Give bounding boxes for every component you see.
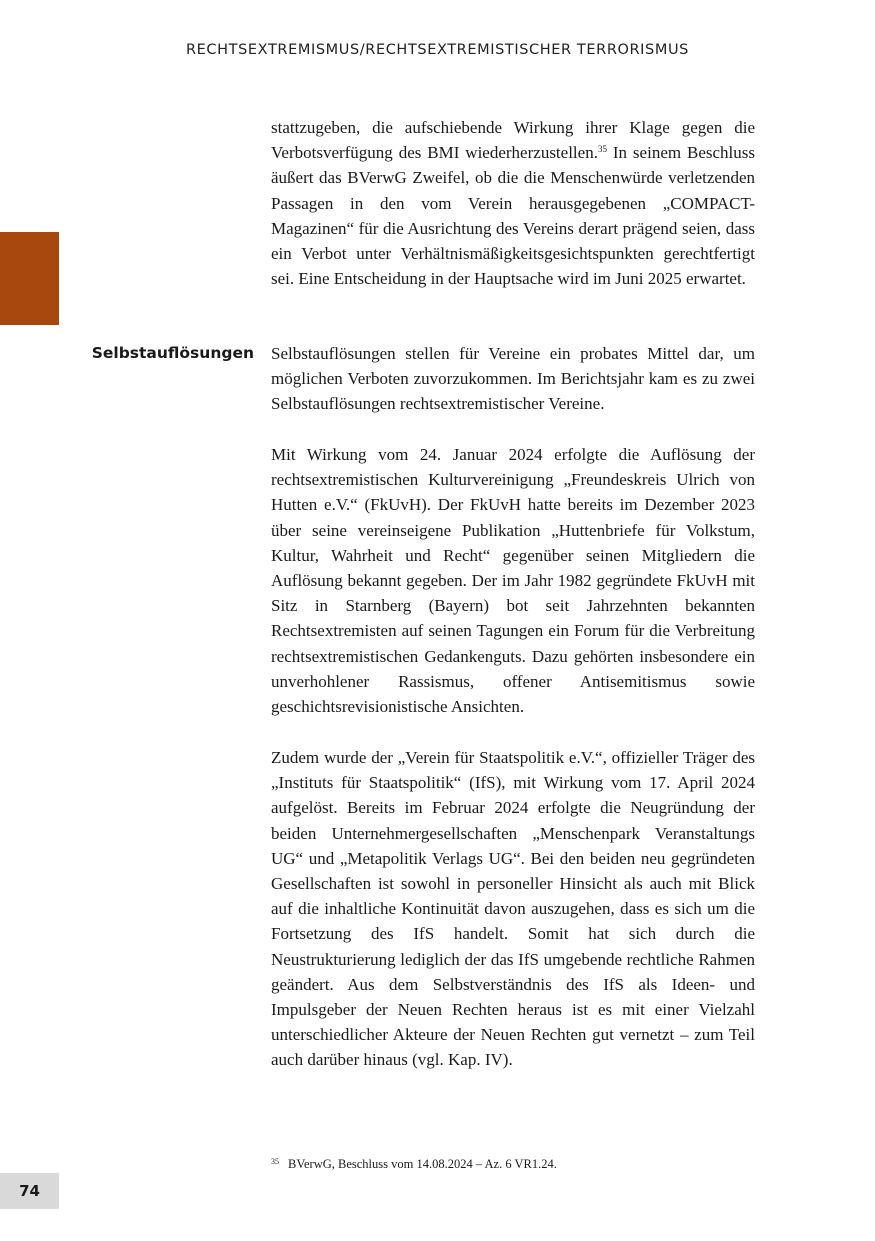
paragraph-text-continued: In seinem Beschluss äußert das BVerwG Zweifel, ob die die Menschenwürde verletzenden Passagen in den vom Verein herausgegebenen „COMPACT-Magazinen“ für die Ausrichtung des Vereins derart prägend seien, dass ein Verbot unter Verhältnismäßigkeitsgesichtspunkten gerechtfertigt sei. Eine Entscheidung in der Hauptsache wird im Juni 2025 erwartet.: [271, 143, 755, 289]
footnote-number: 35: [271, 1157, 279, 1166]
page-number: 74: [0, 1173, 59, 1209]
paragraph-intro: Selbstauflösungen stellen für Vereine ein probates Mittel dar, um möglichen Verboten zuvorzukommen. Im Berichtsjahr kam es zu zwei Selbstauflösungen rechtsextremistischer Vereine.: [271, 344, 755, 414]
paragraph-fkuvh: Mit Wirkung vom 24. Januar 2024 erfolgte die Auflösung der rechtsextremistischen Kulturvereinigung „Freundeskreis Ulrich von Hutten e.V.“ (FkUvH). Der FkUvH hatte bereits im Dezember 2023 über seine vereinseigene Publikation „Huttenbriefe für Volkstum, Kultur, Wahrheit und Recht“ gegenüber seinen Mitgliedern die Auflösung bekannt gegeben. Der im Jahr 1982 gegründete FkUvH mit Sitz in Starnberg (Bayern) bot seit Jahrzehnten bekannten Rechtsextremisten auf seinen Tagungen ein Forum für die Verbreitung rechtsextremistischen Gedankenguts. Dazu gehörten insbesondere ein unverhohlener Rassismus, offener Antisemitismus sowie geschichtsrevisionistische Ansichten.: [271, 445, 755, 717]
chapter-color-tab: [0, 232, 59, 325]
paragraph-ifs: Zudem wurde der „Verein für Staatspolitik e.V.“, offizieller Träger des „Instituts für Staatspolitik“ (IfS), mit Wirkung vom 17. April 2024 aufgelöst. Bereits im Februar 2024 erfolgte die Neugründung der beiden Unternehmergesellschaften „Menschenpark Veranstaltungs UG“ und „Metapolitik Verlags UG“. Bei den beiden neu gegründeten Gesellschaften ist sowohl in personeller Hinsicht als auch mit Blick auf die inhaltliche Kontinuität davon auszugehen, dass es sich um die Fortsetzung des IfS handelt. Somit hat sich durch die Neustrukturierung lediglich der das IfS umgebende rechtliche Rahmen geändert. Aus dem Selbstverständnis des IfS als Ideen- und Impulsgeber der Neuen Rechten heraus ist es mit einer Vielzahl unterschiedlicher Akteure der Neuen Rechten gut vernetzt – zum Teil auch darüber hinaus (vgl. Kap. IV).: [271, 748, 755, 1070]
running-header: RECHTSEXTREMISMUS/RECHTSEXTREMISTISCHER TERRORISMUS: [186, 42, 689, 58]
footnote-text: BVerwG, Beschluss vom 14.08.2024 – Az. 6 VR1.24.: [288, 1157, 557, 1171]
paragraph-text: stattzugeben, die aufschiebende Wirkung ihrer Klage gegen die Verbotsverfügung des BMI wiederherzustellen.: [271, 118, 755, 163]
paragraph-continuation: [271, 115, 755, 291]
footnote-reference: 35: [597, 144, 607, 155]
footnote: [271, 1153, 755, 1173]
section-heading: Selbstauflösungen: [91, 344, 254, 362]
